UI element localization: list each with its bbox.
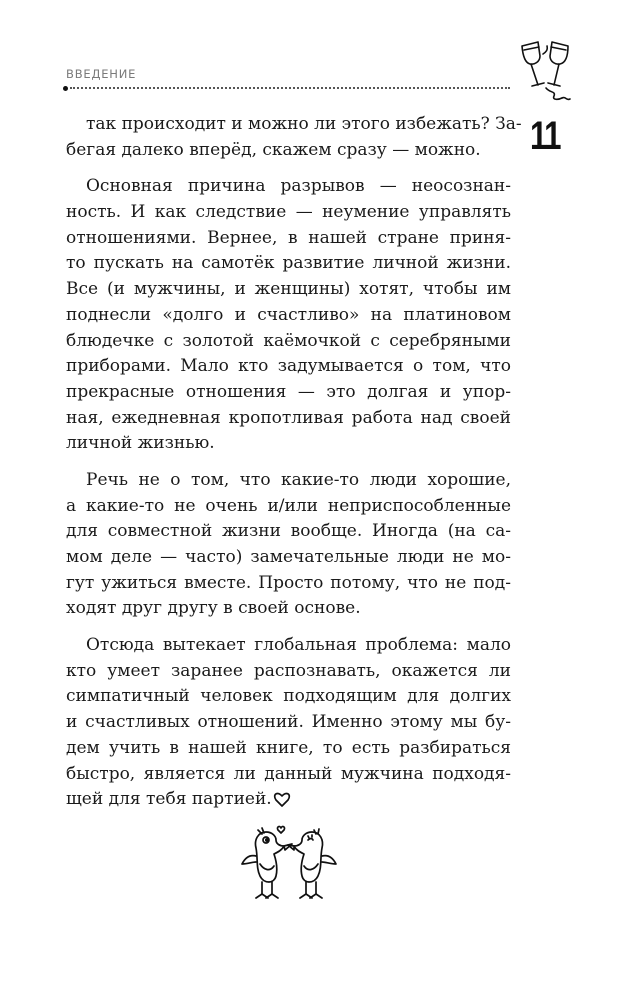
text-line: щей для тебя партией. [66,789,272,810]
text-line: кто умеет заранее распознавать, окажется ли [66,660,511,681]
text-line: симпатичный человек подходящим для долгих [66,686,511,707]
text-line: приборами. Мало кто задумывается о том, что [66,356,511,377]
text-line: бегая далеко вперёд, скажем сразу — можно. [66,139,481,160]
text-line: Отсюда вытекает глобальная проблема: мало [86,635,511,656]
text-line: так происходит и можно ли этого избежать? За- [86,114,522,134]
body-text [66,112,522,824]
header-dotted-rule [70,87,510,89]
text-line: ная, ежедневная кропотливая работа над своей [66,407,511,428]
text-line: блюдечке с золотой каёмочкой с серебряными [66,330,511,351]
text-line: Речь не о том, что какие-то люди хорошие, [86,469,511,490]
paragraph [66,468,511,622]
paragraph [66,112,522,163]
text-line: для совместной жизни вообще. Иногда (на са- [66,521,511,542]
text-line: Все (и мужчины, и женщины) хотят, чтобы им [66,279,511,300]
text-line: и счастливых отношений. Именно этому мы бу- [66,712,511,733]
text-line: ность. И как следствие — неумение управлять [66,202,511,223]
running-head-section-title: ВВЕДЕНИЕ [66,67,137,81]
text-line: а какие-то не очень и/или неприспособленные [66,495,511,516]
header-rule-dot [63,86,68,91]
text-line: поднесли «долго и счастливо» на платиновом [66,304,511,325]
champagne-glasses-icon [516,38,578,104]
text-line: то пускать на самотёк развитие личной жизни. [66,253,511,274]
text-line: Основная причина разрывов — неосознан- [86,176,511,197]
text-line: отношениями. Вернее, в нашей стране приня- [66,227,511,248]
kissing-birds-icon [236,790,342,910]
paragraph [66,174,511,457]
text-line: гут ужиться вместе. Просто потому, что не под- [66,572,511,593]
text-line: прекрасные отношения — это долгая и упор- [66,381,511,402]
text-line: ходят друг другу в своей основе. [66,598,361,619]
page-number: 11 [530,114,560,158]
text-line: дем учить в нашей книге, то есть разбираться [66,737,511,758]
text-line: быстро, является ли данный мужчина подходя- [66,763,511,784]
text-line: личной жизнью. [66,433,215,454]
paragraph [66,633,511,813]
text-line: мом деле — часто) замечательные люди не мо- [66,547,511,567]
